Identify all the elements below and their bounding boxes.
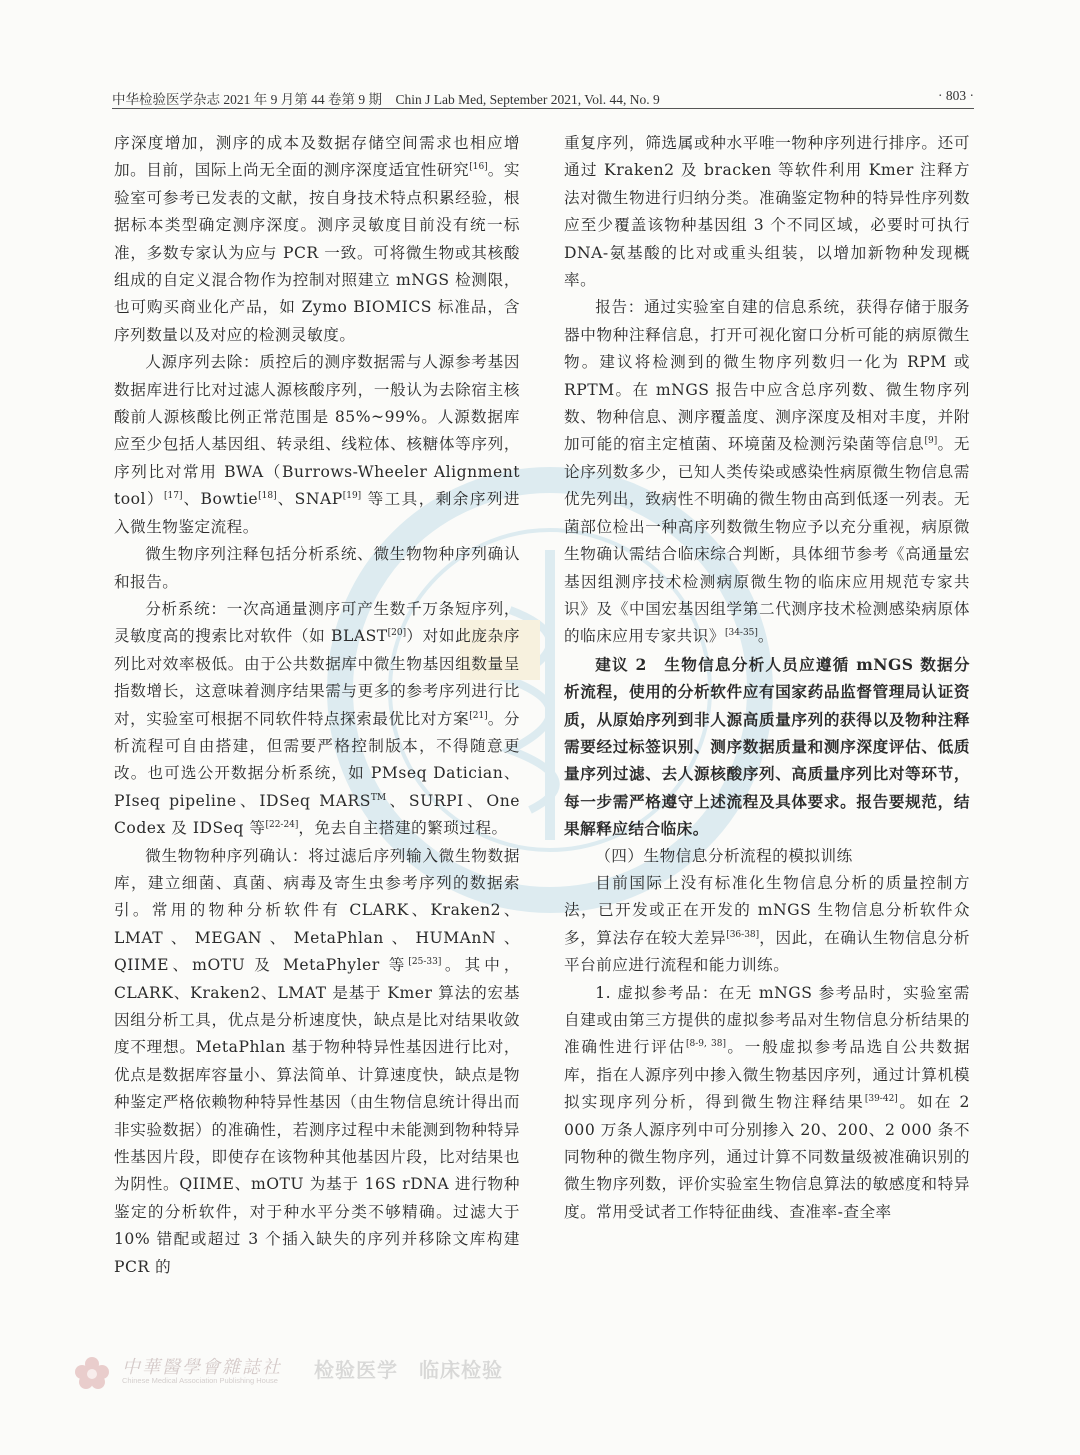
citation: [16] [469, 162, 488, 173]
citation: [22-24] [265, 819, 299, 830]
journal-citation: 中华检验医学杂志 2021 年 9 月第 44 卷第 9 期 Chin J Lab Med, September 2021, Vol. 44, No. 9 [112, 92, 660, 107]
section-heading-simulation-training: （四）生物信息分析流程的模拟训练 [595, 846, 853, 865]
publisher-name-en: Chinese Medical Association Publishing House [122, 1376, 278, 1385]
citation: [17] [164, 491, 183, 502]
paragraph-species-confirmation: 微生物物种序列确认：将过滤后序列输入微生物数据库，建立细菌、真菌、病毒及寄生虫参考序列的数据索引。常用的物种分析软件有 CLARK、Kraken2、LMAT、MEGAN、MetaPhlan、HUMAnN、QIIME、mOTU 及 MetaPhyler 等[25-33]。其中，CLARK、Kraken2、LMAT 是基于 Kmer 算法的宏基因组分析工具，优点是分析速度快，缺点是比对结果收敛度不理想。MetaPhlan 基于物种特异性基因进行比对，优点是数据库容量小、算法简单、计算速度快，缺点是物种鉴定严格依赖物种特异性基因（由生物信息统计得出而非实验数据）的准确性，若测序过程中未能测到物种特异性基因片段，即使存在该物种其他基因片段，比对结果也为阴性。QIIME、mOTU 为基于 16S rDNA 进行物种鉴定的分析软件，对于种水平分类不够精确。过滤大于 10% 错配或超过 3 个插入缺失的序列并移除文库构建 PCR 的 [114, 846, 520, 1276]
paragraph-sequencing-depth: 序深度增加，测序的成本及数据存储空间需求也相应增加。目前，国际上尚无全面的测序深度适宜性研究[16]。实验室可参考已发表的文献，按自身技术特点积累经验，根据标本类型确定测序深度。测序灵敏度目前没有统一标准，多数专家认为应与 PCR 一致。可将微生物或其核酸组成的自定义混合物作为控制对照建立 mNGS 检测限，也可购买商业化产品，如 Zymo BIOMICS 标准品，含序列数量以及对应的检测灵敏度。 [114, 134, 520, 344]
citation: [25-33] [408, 957, 442, 967]
publisher-name: 中華醫學會雜誌社 [122, 1357, 282, 1378]
left-column [114, 130, 520, 1281]
paragraph-human-removal: 人源序列去除：质控后的测序数据需与人源参考基因数据库进行比对过滤人源核酸序列，一般认为去除宿主核酸前人源核酸比例正常范围是 85%~99%。人源数据库应至少包括人基因组、转录组、线粒体、核糖体等序列，序列比对常用 BWA（Burrows-Wheeler Alignment tool）[17]、Bowtie[18]、SNAP[19] 等工具，剩余序列进入微生物鉴定流程。 [114, 353, 520, 536]
paragraph-analysis-system: 分析系统：一次高通量测序可产生数千万条短序列，灵敏度高的搜索比对软件（如 BLAST[20]）对如此庞杂序列比对效率极低。由于公共数据库中微生物基因组数量呈指数增长，这意味着测序结果需与更多的参考序列进行比对，实验室可根据不同软件特点探索最优比对方案[21]。分析流程可自由搭建，但需要严格控制版本，不得随意更改。也可选公开数据分析系统，如 PMseq Datician、PIseq pipeline、IDSeq MARS™、SURPI、One Codex 及 IDSeq 等[22-24]，免去自主搭建的繁琐过程。 [114, 599, 520, 838]
paragraph-continuation: 重复序列，筛选属或种水平唯一物种序列进行排序。还可通过 Kraken2 及 bracken 等软件利用 Kmer 注释方法对微生物进行归纳分类。准确鉴定物种的特异性序列数应至少覆盖该物种基因组 3 个不同区域，必要时可执行 DNA-氨基酸的比对或重头组装，以增加新物种发现概率。 [564, 134, 970, 290]
citation: [21] [469, 710, 488, 721]
citation: [8-9, 38] [685, 1039, 727, 1050]
flower-logo-icon [72, 1354, 112, 1390]
trademark: TM [370, 792, 387, 803]
citation: [34-35] [724, 628, 758, 639]
recommendation-2: 建议 2 生物信息分析人员应遵循 mNGS 数据分析流程，使用的分析软件应有国家药品监督管理局认证资质，从原始序列到非人源高质量序列的获得以及物种注释需要经过标签识别、测序数据质量和测序深度评估、低质量序列过滤、去人源核酸序列、高质量序列比对等环节，每一步需严格遵守上述流程及具体要求。报告要规范，结果解释应结合临床。 [564, 654, 970, 839]
paragraph-qc-methods: 目前国际上没有标准化生物信息分析的质量控制方法，已开发或正在开发的 mNGS 生物信息分析软件众多，算法存在较大差异[36-38]，因此，在确认生物信息分析平台前应进行流程和能力训练。 [564, 873, 970, 975]
paragraph-report: 报告：通过实验室自建的信息系统，获得存储于服务器中物种注释信息，打开可视化窗口分析可能的病原微生物。建议将检测到的微生物序列数归一化为 RPM 或 RPTM。在 mNGS 报告中应含总序列数、微生物序列数、物种信息、测序覆盖度、测序深度及相对丰度，并附加可能的宿主定植菌、环境菌及检测污染菌等信息[9]。无论序列数多少，已知人类传染或感染性病原微生物信息需优先列出，致病性不明确的微生物由高到低逐一列表。无菌部位检出一种高序列数微生物应予以充分重视，病原微生物确认需结合临床综合判断，具体细节参考《高通量宏基因组测序技术检测病原微生物的临床应用规范专家共识》及《中国宏基因组学第二代测序技术检测感染病原体的临床应用专家共识》[34-35]。 [564, 298, 970, 646]
citation: [36-38] [726, 929, 760, 940]
paragraph-virtual-reference: 1. 虚拟参考品：在无 mNGS 参考品时，实验室需自建或由第三方提供的虚拟参考品对生物信息分析结果的准确性进行评估[8-9, 38]。一般虚拟参考品选自公共数据库，指在人源序列中掺入微生物基因序列，通过计算机模拟实现序列分析，得到微生物注释结果[39-42]。如在 2 000 万条人源序列中可分别掺入 20、200、2 000 条不同物种的微生物序列，通过计算不同数量级被准确识别的微生物序列数，评价实验室生物信息算法的敏感度和特异度。常用受试者工作特征曲线、查准率-查全率 [564, 983, 970, 1221]
citation: [18] [258, 491, 277, 502]
running-header [112, 86, 974, 110]
citation: [39-42] [864, 1094, 898, 1105]
citation: [19] [342, 491, 362, 502]
footer-brand: 检验医学 临床检验 [314, 1358, 503, 1382]
publisher-footer [72, 1352, 503, 1392]
citation: [20] [387, 628, 407, 639]
page-number: · 803 · [938, 88, 974, 103]
paragraph-annotation: 微生物序列注释包括分析系统、微生物物种序列确认和报告。 [114, 545, 520, 591]
right-column [564, 130, 970, 1226]
header-divider [112, 108, 974, 109]
citation: [9] [924, 436, 938, 447]
